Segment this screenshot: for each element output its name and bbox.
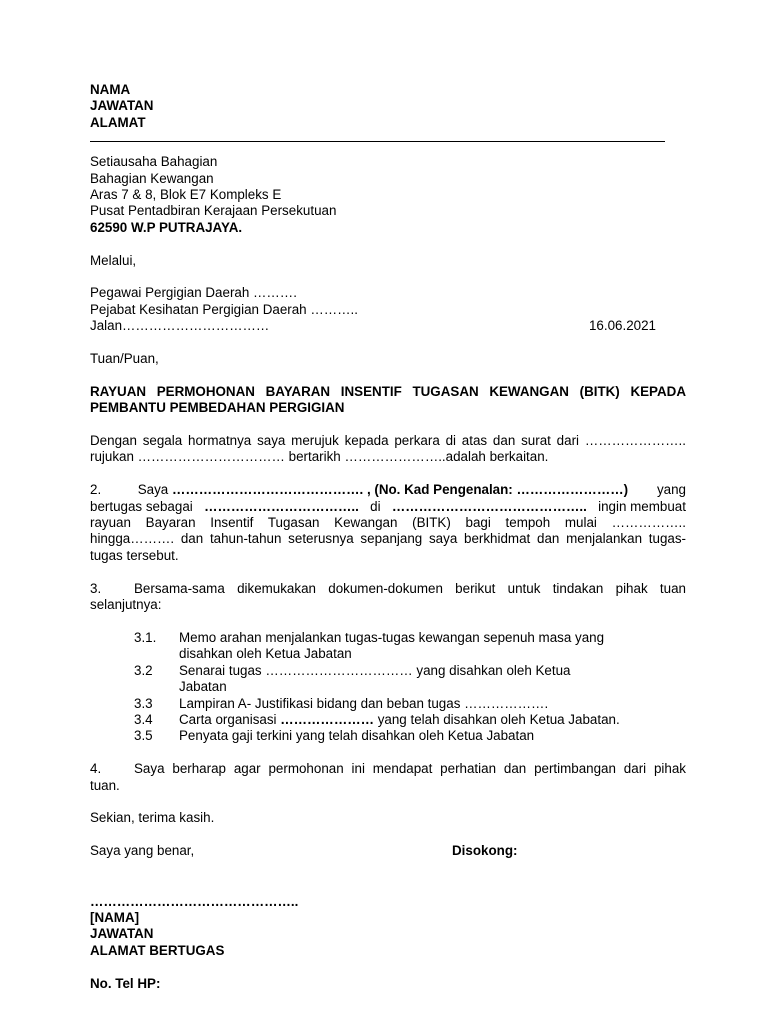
signature-block [90,894,686,992]
signoff-row [90,843,686,859]
list-item: 3.3 Lampiran A- Justifikasi bidang dan beban tugas ………………. [134,695,549,711]
paragraph-2-line-4: hingga………. dan tahun-tahun seterusnya sepanjang saya berkhidmat dan menjalankan tugas- [90,531,686,547]
recipient-line-2: Bahagian Kewangan [90,170,214,186]
via-line-1: Pegawai Pergigian Daerah ………. [90,285,297,301]
paragraph-1-line-2: rujukan …………………………… bertarikh …………………..adalah berkaitan. [90,449,549,465]
paragraph-2-yang: yang [656,482,686,498]
recipient-line-1: Setiausaha Bahagian [90,154,218,170]
paragraph-3 [90,581,686,614]
document-list [134,630,686,745]
paragraph-2 [90,482,686,564]
sender-block [90,82,686,142]
sender-name: NAMA [90,82,131,97]
paragraph-2-line-5: tugas tersebut. [90,547,179,563]
signature-address: ALAMAT BERTUGAS [90,942,225,958]
paragraph-4-number: 4. [90,761,102,777]
letter [90,82,686,992]
paragraph-1-line-1: Dengan segala hormatnya saya merujuk kepada perkara di atas dan surat dari ………………….. [90,433,686,449]
name-placeholder: ……………………………………. [172,482,364,498]
sender-address: ALAMAT [90,114,146,130]
paragraph-2-line-3: rayuan Bayaran Insentif Tugasan Kewangan (BITK) bagi tempoh mulai …………….. [90,515,686,531]
signature-phone: No. Tel HP: [90,975,161,991]
recipient-line-3: Aras 7 & 8, Blok E7 Kompleks E [90,187,282,203]
position-placeholder: …………………………….. [204,498,359,514]
letter-date: 16.06.2021 [588,318,656,334]
recipient-line-5: 62590 W.P PUTRAJAYA. [90,219,243,235]
list-item: 3.2 Senarai tugas …………………………… yang disahkan oleh Ketua Jabatan [134,662,571,695]
paragraph-2-di: di [370,498,381,514]
list-item: 3.4 Carta organisasi ………………… yang telah disahkan oleh Ketua Jabatan. [134,711,620,727]
paragraph-3-line-2: selanjutnya: [90,597,162,613]
paragraph-4-line-1: Saya berharap agar permohonan ini mendapat perhatian dan pertimbangan dari pihak [134,761,686,777]
subject [90,384,686,417]
signature-line: ……………………………………….. [90,893,299,909]
via-block [90,285,686,334]
workplace-placeholder: …………………………………….. [391,498,587,514]
sender-position: JAWATAN [90,98,154,114]
via-line-3: Jalan…………………………… [90,318,270,334]
closing: Sekian, terima kasih. [90,810,215,826]
via-line-2: Pejabat Kesihatan Pergigian Daerah ……….. [90,301,358,317]
supported-label: Disokong: [452,843,518,859]
list-item: 3.1. Memo arahan menjalankan tugas-tugas kewangan sepenuh masa yang disahkan oleh Ketua Jabatan [134,629,605,662]
paragraph-3-number: 3. [90,580,102,596]
paragraph-2-ingin: ingin membuat [598,498,686,514]
paragraph-2-number: 2. [90,482,102,498]
paragraph-1 [90,433,686,466]
paragraph-4-line-2: tuan. [90,777,120,793]
recipient-block [90,154,686,236]
signoff: Saya yang benar, [90,843,195,859]
subject-line-2: PEMBANTU PEMBEDAHAN PERGIGIAN [90,400,345,416]
signature-name: [NAMA] [90,909,140,925]
subject-line-1: RAYUAN PERMOHONAN BAYARAN INSENTIF TUGASAN KEWANGAN (BITK) KEPADA [90,383,686,399]
paragraph-4 [90,761,686,794]
recipient-line-4: Pusat Pentadbiran Kerajaan Persekutuan [90,203,337,219]
salutation: Tuan/Puan, [90,351,159,367]
ic-number-placeholder: , (No. Kad Pengenalan: ……………………) [366,482,629,498]
paragraph-3-line-1: Bersama-sama dikemukakan dokumen-dokumen berikut untuk tindakan pihak tuan [134,580,686,596]
via-label: Melalui, [90,252,137,268]
signature-position: JAWATAN [90,926,154,942]
paragraph-2-bertugas: bertugas sebagai [90,498,193,514]
paragraph-2-saya: Saya [137,482,169,498]
list-item: 3.5 Penyata gaji terkini yang telah disahkan oleh Ketua Jabatan [134,728,535,744]
